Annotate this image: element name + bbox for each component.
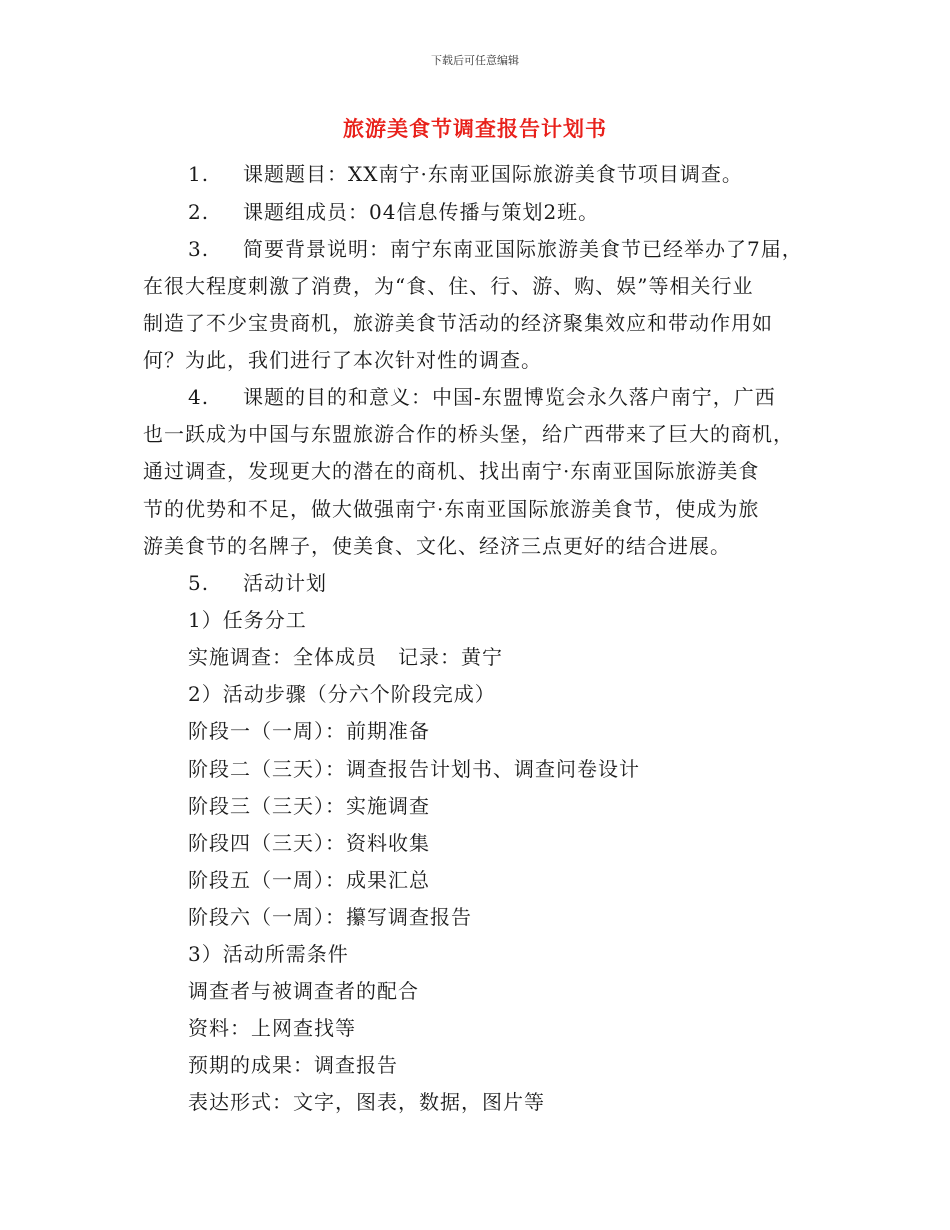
- paragraph-line: 制造了不少宝贵商机，旅游美食节活动的经济聚集效应和带动作用如: [143, 311, 773, 335]
- plan-line: 阶段一（一周）：前期准备: [188, 719, 430, 743]
- section-2: [188, 199, 599, 225]
- plan-line: 实施调查：全体成员 记录：黄宁: [188, 645, 503, 669]
- plan-line: 阶段五（一周）：成果汇总: [188, 868, 430, 892]
- section-number: 2.: [188, 200, 210, 224]
- section-3: [188, 236, 803, 262]
- plan-line: 资料：上网查找等: [188, 1016, 356, 1040]
- section-number: 5.: [188, 571, 210, 595]
- plan-line: 阶段三（三天）：实施调查: [188, 794, 430, 818]
- plan-line: 预期的成果：调查报告: [188, 1053, 398, 1077]
- paragraph-line: 游美食节的名牌子，使美食、文化、经济三点更好的结合进展。: [143, 534, 731, 558]
- paragraph-line: 何？为此，我们进行了本次针对性的调查。: [143, 348, 542, 372]
- paragraph-line: 也一跃成为中国与东盟旅游合作的桥头堡，给广西带来了巨大的商机，: [143, 422, 794, 446]
- paragraph-line: 在很大程度刺激了消费，为“食、住、行、游、购、娱”等相关行业: [143, 274, 754, 298]
- document-title: 旅游美食节调查报告计划书: [343, 116, 607, 141]
- paragraph-line: 节的优势和不足，做大做强南宁·东南亚国际旅游美食节，使成为旅: [143, 497, 760, 521]
- plan-line: 阶段二（三天）：调查报告计划书、调查问卷设计: [188, 757, 640, 781]
- plan-line: 1）任务分工: [188, 608, 307, 632]
- section-number: 3.: [188, 237, 210, 261]
- paragraph-line: 通过调查，发现更大的潜在的商机、找出南宁·东南亚国际旅游美食: [143, 459, 760, 483]
- section-text: 课题组成员：04信息传播与策划2班。: [243, 200, 600, 224]
- section-text: 课题的目的和意义：中国-东盟博览会永久落户南宁，广西: [243, 385, 776, 409]
- plan-line: 调查者与被调查者的配合: [188, 979, 419, 1003]
- plan-line: 表达形式：文字，图表，数据，图片等: [188, 1090, 545, 1114]
- section-text: 活动计划: [243, 571, 327, 595]
- plan-line: 3）活动所需条件: [188, 942, 349, 966]
- section-text: 简要背景说明：南宁东南亚国际旅游美食节已经举办了7届，: [243, 237, 803, 261]
- section-number: 4.: [188, 385, 210, 409]
- header-note: 下载后可任意编辑: [431, 54, 519, 67]
- plan-line: 阶段四（三天）：资料收集: [188, 831, 430, 855]
- section-text: 课题题目：XX南宁·东南亚国际旅游美食节项目调查。: [243, 162, 743, 186]
- section-4: [188, 384, 776, 410]
- section-number: 1.: [188, 162, 210, 186]
- section-5: [188, 570, 327, 596]
- section-1: [188, 161, 743, 187]
- plan-line: 阶段六（一周）：攥写调查报告: [188, 905, 472, 929]
- plan-line: 2）活动步骤（分六个阶段完成）: [188, 682, 496, 706]
